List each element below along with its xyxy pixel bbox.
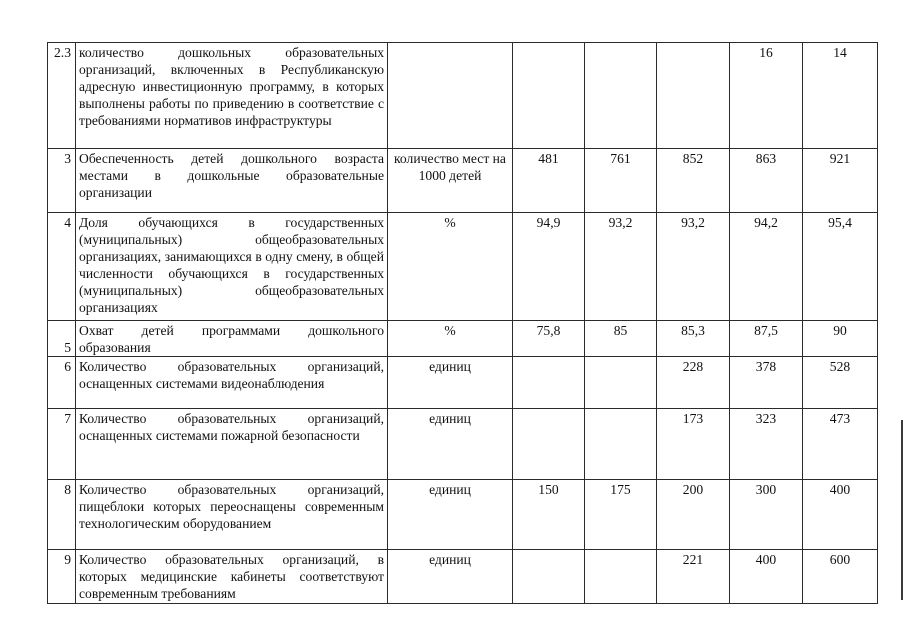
table-row [48,357,878,409]
unit-of-measure [388,43,513,149]
row-number: 7 [48,409,76,480]
table-row [48,550,878,604]
value-cell: 761 [585,149,657,213]
scan-edge-line [901,420,903,600]
value-cell: 200 [657,480,730,550]
value-cell: 85,3 [657,321,730,357]
value-cell: 90 [803,321,878,357]
indicator-description: Количество образовательных организаций, оснащенных системами видеонаблюдения [76,357,388,409]
unit-of-measure: % [388,213,513,321]
row-number: 3 [48,149,76,213]
indicator-description: Охват детей программами дошкольного образования [76,321,388,357]
value-cell: 378 [730,357,803,409]
table-row [48,149,878,213]
value-cell: 175 [585,480,657,550]
value-cell: 14 [803,43,878,149]
value-cell: 16 [730,43,803,149]
value-cell: 473 [803,409,878,480]
value-cell: 75,8 [513,321,585,357]
value-cell: 228 [657,357,730,409]
value-cell: 481 [513,149,585,213]
value-cell: 94,2 [730,213,803,321]
value-cell: 863 [730,149,803,213]
unit-of-measure: единиц [388,550,513,604]
value-cell: 85 [585,321,657,357]
indicator-description: Количество образовательных организаций, в которых медицинские кабинеты соответствуют современным требованиям [76,550,388,604]
value-cell: 173 [657,409,730,480]
value-cell: 400 [803,480,878,550]
value-cell [513,43,585,149]
value-cell [657,43,730,149]
value-cell [513,550,585,604]
value-cell [585,43,657,149]
value-cell: 852 [657,149,730,213]
indicator-description: Доля обучающихся в государственных (муниципальных) общеобразовательных организациях, занимающихся в одну смену, в общей численности обучающихся в государственных (муниципальных) общеобразовательных организациях [76,213,388,321]
row-number: 8 [48,480,76,550]
value-cell [585,409,657,480]
value-cell: 95,4 [803,213,878,321]
unit-of-measure: % [388,321,513,357]
value-cell: 93,2 [585,213,657,321]
table-row [48,321,878,357]
value-cell: 94,9 [513,213,585,321]
indicators-table [47,42,878,604]
value-cell: 300 [730,480,803,550]
value-cell: 221 [657,550,730,604]
row-number: 4 [48,213,76,321]
table-row [48,480,878,550]
row-number: 9 [48,550,76,604]
value-cell: 600 [803,550,878,604]
table-row [48,43,878,149]
row-number: 2.3 [48,43,76,149]
value-cell [513,357,585,409]
indicator-description: Количество образовательных организаций, пищеблоки которых переоснащены современным технологическим оборудованием [76,480,388,550]
value-cell: 528 [803,357,878,409]
row-number: 6 [48,357,76,409]
table-row [48,409,878,480]
row-number: 5 [48,321,76,357]
value-cell: 400 [730,550,803,604]
value-cell [585,550,657,604]
value-cell: 921 [803,149,878,213]
value-cell: 87,5 [730,321,803,357]
value-cell: 93,2 [657,213,730,321]
unit-of-measure: единиц [388,409,513,480]
indicator-description: Обеспеченность детей дошкольного возраста местами в дошкольные образовательные организации [76,149,388,213]
value-cell: 150 [513,480,585,550]
unit-of-measure: количество мест на 1000 детей [388,149,513,213]
table-row [48,213,878,321]
indicator-description: количество дошкольных образовательных организаций, включенных в Республиканскую адресную инвестиционную программу, в которых выполнены работы по приведению в соответствие с требованиями нормативов инфраструктуры [76,43,388,149]
indicator-description: Количество образовательных организаций, оснащенных системами пожарной безопасности [76,409,388,480]
value-cell [513,409,585,480]
value-cell [585,357,657,409]
unit-of-measure: единиц [388,480,513,550]
value-cell: 323 [730,409,803,480]
unit-of-measure: единиц [388,357,513,409]
